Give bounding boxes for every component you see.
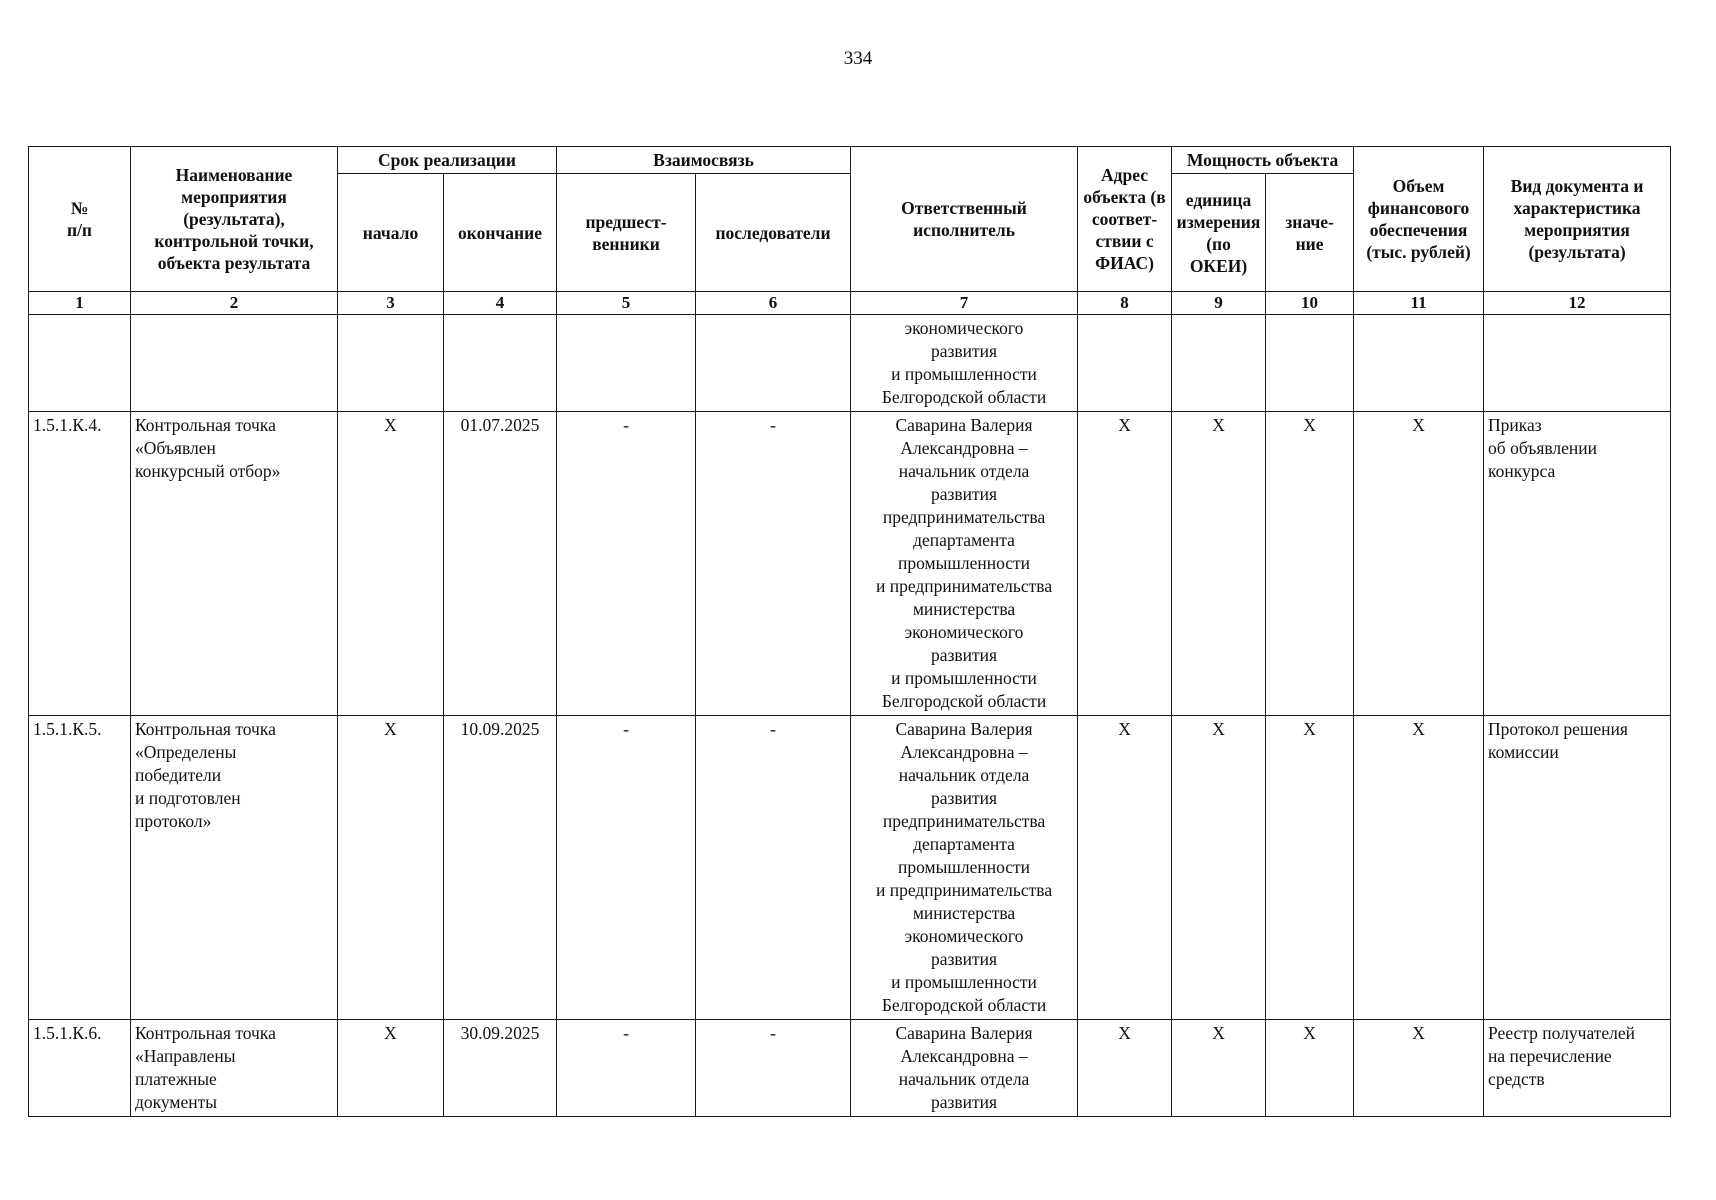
row-name: Контрольная точка «Объявлен конкурсный отбор»: [131, 412, 338, 716]
table-row: [29, 315, 1671, 412]
row-address: X: [1078, 716, 1172, 1020]
header-unit: единица измерения (по ОКЕИ): [1172, 174, 1266, 292]
row-successors: [696, 315, 851, 412]
column-number: 3: [338, 292, 444, 315]
column-number: 9: [1172, 292, 1266, 315]
row-document: Протокол решения комиссии: [1484, 716, 1671, 1020]
row-unit: X: [1172, 412, 1266, 716]
header-predecessors: предшест- венники: [557, 174, 696, 292]
row-responsible: Саварина Валерия Александровна – начальник отдела развития предпринимательства департамента промышленности и предпринимательства министерства экономического развития и промышленности Белгородской области: [851, 412, 1078, 716]
row-value: X: [1266, 412, 1354, 716]
row-number: [29, 315, 131, 412]
row-address: X: [1078, 412, 1172, 716]
row-name: Контрольная точка «Определены победители и подготовлен протокол»: [131, 716, 338, 1020]
header-capacity-group: Мощность объекта: [1172, 147, 1354, 174]
row-successors: -: [696, 1020, 851, 1117]
row-predecessors: -: [557, 412, 696, 716]
row-value: [1266, 315, 1354, 412]
row-number: 1.5.1.К.6.: [29, 1020, 131, 1117]
row-name: [131, 315, 338, 412]
row-number: 1.5.1.К.5.: [29, 716, 131, 1020]
column-number-row: [29, 292, 1671, 315]
column-number: 8: [1078, 292, 1172, 315]
table-header: [29, 147, 1671, 315]
row-financing: X: [1354, 412, 1484, 716]
header-successors: последователи: [696, 174, 851, 292]
page-number: 334: [843, 48, 873, 69]
row-start: X: [338, 716, 444, 1020]
row-address: X: [1078, 1020, 1172, 1117]
row-start: [338, 315, 444, 412]
column-number: 5: [557, 292, 696, 315]
column-number: 10: [1266, 292, 1354, 315]
row-number: 1.5.1.К.4.: [29, 412, 131, 716]
row-document: [1484, 315, 1671, 412]
row-predecessors: -: [557, 716, 696, 1020]
row-successors: -: [696, 412, 851, 716]
header-end: окончание: [444, 174, 557, 292]
row-start: X: [338, 412, 444, 716]
row-start: X: [338, 1020, 444, 1117]
row-name: Контрольная точка «Направлены платежные документы: [131, 1020, 338, 1117]
row-value: X: [1266, 716, 1354, 1020]
row-end: [444, 315, 557, 412]
column-number: 4: [444, 292, 557, 315]
row-unit: X: [1172, 1020, 1266, 1117]
header-financing: Объем финансового обеспечения (тыс. рублей): [1354, 147, 1484, 292]
implementation-plan-table: [28, 146, 1671, 1117]
header-responsible: Ответственный исполнитель: [851, 147, 1078, 292]
column-number: 7: [851, 292, 1078, 315]
row-address: [1078, 315, 1172, 412]
header-link-group: Взаимосвязь: [557, 147, 851, 174]
column-number: 1: [29, 292, 131, 315]
row-value: X: [1266, 1020, 1354, 1117]
table-row: [29, 716, 1671, 1020]
row-predecessors: [557, 315, 696, 412]
row-responsible: Саварина Валерия Александровна – начальник отдела развития предпринимательства департамента промышленности и предпринимательства министерства экономического развития и промышленности Белгородской области: [851, 716, 1078, 1020]
column-number: 6: [696, 292, 851, 315]
row-financing: X: [1354, 716, 1484, 1020]
header-document: Вид документа и характеристика мероприятия (результата): [1484, 147, 1671, 292]
header-start: начало: [338, 174, 444, 292]
row-unit: X: [1172, 716, 1266, 1020]
header-term-group: Срок реализации: [338, 147, 557, 174]
row-end: 10.09.2025: [444, 716, 557, 1020]
header-num: № п/п: [29, 147, 131, 292]
row-financing: X: [1354, 1020, 1484, 1117]
header-row-1: [29, 147, 1671, 174]
column-number: 2: [131, 292, 338, 315]
row-end: 30.09.2025: [444, 1020, 557, 1117]
table-row: [29, 412, 1671, 716]
row-responsible: Саварина Валерия Александровна – начальник отдела развития: [851, 1020, 1078, 1117]
row-document: Приказ об объявлении конкурса: [1484, 412, 1671, 716]
row-predecessors: -: [557, 1020, 696, 1117]
row-document: Реестр получателей на перечисление средств: [1484, 1020, 1671, 1117]
row-financing: [1354, 315, 1484, 412]
header-value: значе- ние: [1266, 174, 1354, 292]
column-number: 11: [1354, 292, 1484, 315]
column-number: 12: [1484, 292, 1671, 315]
row-end: 01.07.2025: [444, 412, 557, 716]
row-successors: -: [696, 716, 851, 1020]
row-responsible: экономического развития и промышленности Белгородской области: [851, 315, 1078, 412]
table-body: [29, 315, 1671, 1117]
row-unit: [1172, 315, 1266, 412]
header-name: Наименование мероприятия (результата), контрольной точки, объекта результата: [131, 147, 338, 292]
header-address: Адрес объекта (в соответ-ствии с ФИАС): [1078, 147, 1172, 292]
table-row: [29, 1020, 1671, 1117]
